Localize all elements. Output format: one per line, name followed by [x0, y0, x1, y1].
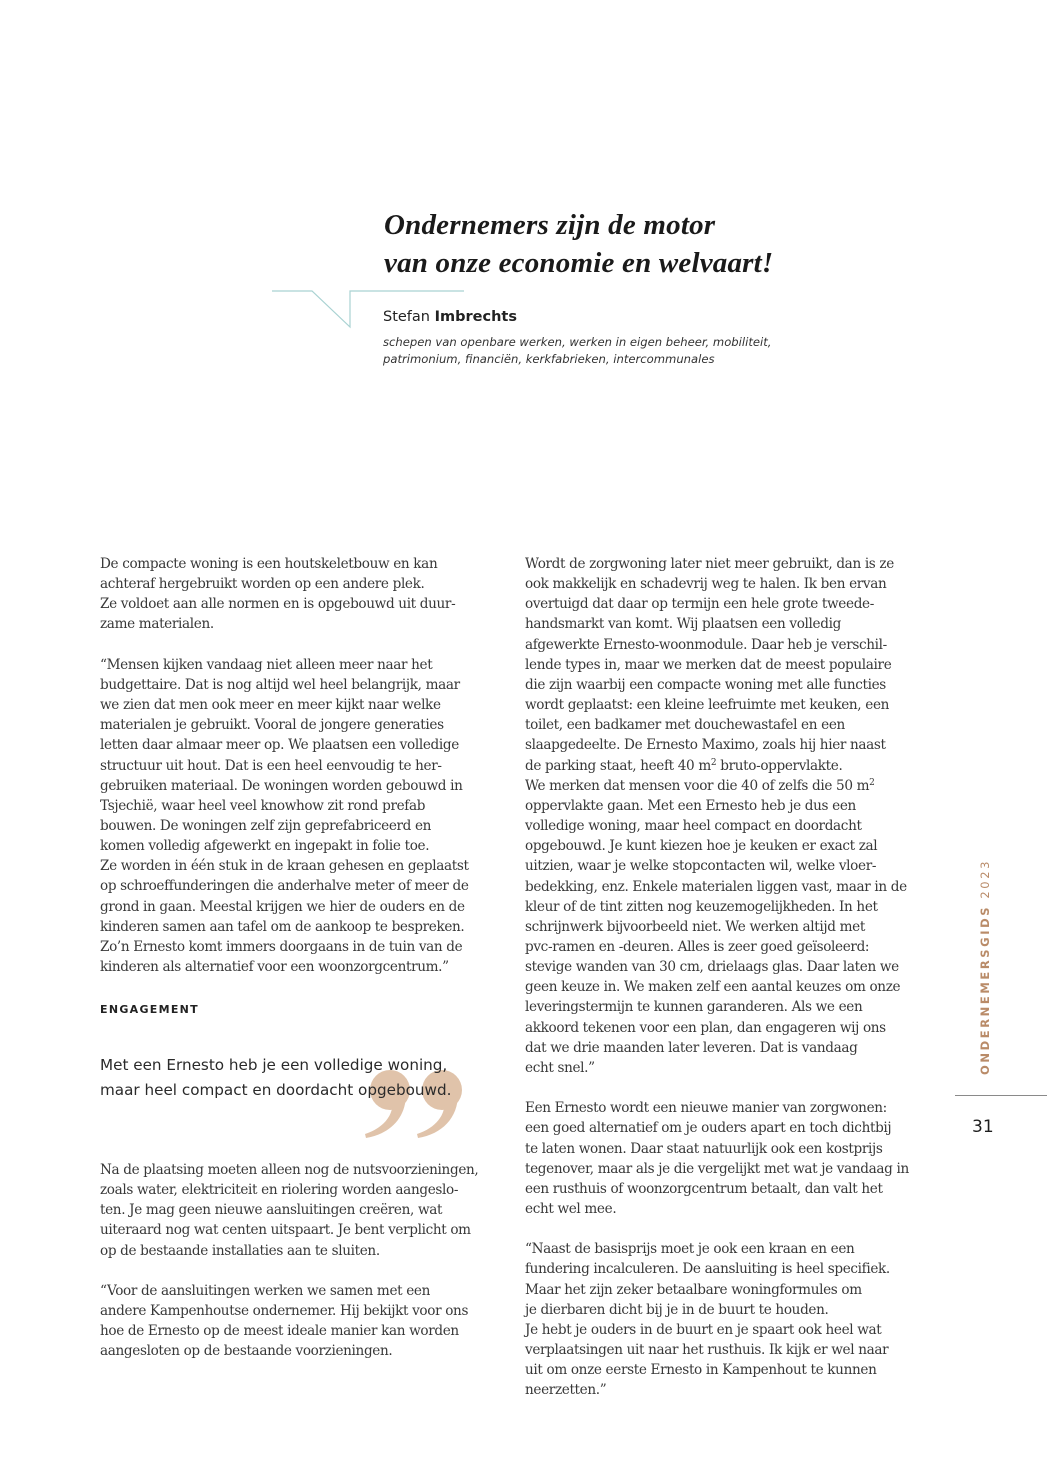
text-line: bedekking, enz. Enkele materialen liggen vast, maar in de	[525, 878, 907, 895]
text-line: echt wel mee.	[525, 1200, 617, 1217]
text-line: wordt geplaatst: een kleine leefruimte met keuken, een	[525, 697, 890, 714]
text-line: akkoord tekenen voor een plan, dan engageren wij ons	[525, 1019, 886, 1036]
pull-quote-line: maar heel compact en doordacht opgebouwd.	[100, 1080, 452, 1099]
pull-quote	[100, 1053, 520, 1102]
text-line: gebruiken materiaal. De woningen worden gebouwd in	[100, 777, 463, 794]
paragraph	[100, 655, 520, 978]
text-line: structuur uit hout. Dat is een heel eenvoudig te her-	[100, 757, 442, 774]
text-line: Je hebt je ouders in de buurt en je spaart ook heel wat	[525, 1321, 882, 1338]
text-line: uitzien, waar je welke stopcontacten wil, welke vloer-	[525, 858, 877, 875]
role-line: patrimonium, financiën, kerkfabrieken, intercommunales	[383, 352, 715, 366]
text-line: aangesloten op de bestaande voorzieningen.	[100, 1343, 393, 1360]
text-line: komen volledig afgewerkt en ingepakt in folie toe.	[100, 838, 430, 855]
text-line: Tsjechië, waar heel veel knowhow zit rond prefab	[100, 797, 426, 814]
left-column	[100, 554, 520, 997]
text-line: zame materialen.	[100, 616, 214, 633]
paragraph	[100, 1281, 520, 1362]
text-fragment: de parking staat, heeft 40 m	[525, 757, 711, 774]
superscript: 2	[869, 777, 875, 788]
text-line: verplaatsingen uit naar het rusthuis. Ik kijk er wel naar	[525, 1342, 889, 1359]
text-line: achteraf hergebruikt worden op een andere plek.	[100, 576, 425, 593]
author-last-name: Imbrechts	[434, 309, 517, 325]
text-line: oppervlakte gaan. Met een Ernesto heb je dus een	[525, 797, 856, 814]
author-role	[383, 334, 843, 368]
text-line: volledige woning, maar heel compact en doordacht	[525, 818, 862, 835]
text-line: uiteraard nog wat centen uitspaart. Je bent verplicht om	[100, 1222, 471, 1239]
text-line: Een Ernesto wordt een nieuwe manier van zorgwonen:	[525, 1100, 887, 1117]
author-first-name: Stefan	[383, 309, 430, 325]
text-line: schrijnwerk bijvoorbeeld niet. We werken altijd met	[525, 918, 865, 935]
text-line: toilet, een badkamer met douchewastafel en een	[525, 717, 845, 734]
text-line: “Voor de aansluitingen werken we samen met een	[100, 1282, 431, 1299]
text-line: we zien dat men ook meer en meer kijkt naar welke	[100, 697, 441, 714]
text-line: stevige wanden van 30 cm, drielaags glas. Daar laten we	[525, 959, 899, 976]
publication-label	[978, 859, 992, 1075]
left-column-continued	[100, 1160, 520, 1382]
text-line: dat we drie maanden later leveren. Dat is vandaag	[525, 1039, 858, 1056]
text-line: tegenover, maar als je die vergelijkt met wat je vandaag in	[525, 1160, 909, 1177]
text-line: fundering incalculeren. De aansluiting is heel specifiek.	[525, 1261, 890, 1278]
text-line: kinderen als alternatief voor een woonzorgcentrum.”	[100, 959, 449, 976]
text-line: uit om onze eerste Ernesto in Kampenhout te kunnen	[525, 1362, 877, 1379]
text-line	[525, 756, 945, 776]
paragraph	[525, 554, 945, 1078]
section-subheading: ENGAGEMENT	[100, 1003, 199, 1016]
text-line: neerzetten.”	[525, 1382, 607, 1399]
text-line: letten daar almaar meer op. We plaatsen een volledige	[100, 737, 459, 754]
text-line: te laten wonen. Daar staat natuurlijk ook een kostprijs	[525, 1140, 883, 1157]
page-number: 31	[972, 1117, 994, 1137]
text-line: afgewerkte Ernesto-woonmodule. Daar heb je verschil-	[525, 636, 887, 653]
text-line: kleur of de tint zitten nog keuzemogelijkheden. In het	[525, 898, 878, 915]
text-line: opgebouwd. Je kunt kiezen hoe je keuken er exact zal	[525, 838, 878, 855]
superscript: 2	[710, 757, 717, 768]
text-line	[525, 776, 945, 796]
paragraph	[100, 1160, 520, 1261]
text-line: “Naast de basisprijs moet je ook een kraan en een	[525, 1241, 855, 1258]
text-line: bouwen. De woningen zelf zijn geprefabriceerd en	[100, 818, 432, 835]
text-line: ten. Je mag geen nieuwe aansluitingen creëren, wat	[100, 1202, 443, 1219]
text-line: een goed alternatief om je ouders apart en toch dichtbij	[525, 1120, 892, 1137]
text-line: andere Kampenhoutse ondernemer. Hij bekijkt voor ons	[100, 1303, 469, 1320]
text-line: budgettaire. Dat is nog altijd wel heel belangrijk, maar	[100, 676, 460, 693]
text-line: op de bestaande installaties aan te sluiten.	[100, 1242, 380, 1259]
text-line: hoe de Ernesto op de meest ideale manier kan worden	[100, 1323, 459, 1340]
text-line: De compacte woning is een houtskeletbouw en kan	[100, 556, 438, 572]
publication-name: ONDERNEMERSGIDS	[978, 904, 992, 1075]
text-line: slaapgedeelte. De Ernesto Maximo, zoals hij hier naast	[525, 737, 886, 754]
text-line: die zijn waarbij een compacte woning met alle functies	[525, 676, 886, 693]
text-fragment: bruto-oppervlakte.	[716, 757, 843, 774]
text-line: “Mensen kijken vandaag niet alleen meer naar het	[100, 656, 433, 673]
text-line: echt snel.”	[525, 1059, 595, 1076]
paragraph	[100, 554, 520, 635]
text-line: Na de plaatsing moeten alleen nog de nutsvoorzieningen,	[100, 1162, 479, 1178]
text-line: pvc-ramen en -deuren. Alles is zeer goed geïsoleerd:	[525, 938, 870, 955]
text-line: handsmarkt van komt. Wij plaatsen een volledig	[525, 616, 841, 633]
author-name	[383, 309, 517, 325]
publication-year: 2023	[978, 858, 992, 899]
text-line: Ze worden in één stuk in de kraan gehesen en geplaatst	[100, 858, 469, 875]
role-line: schepen van openbare werken, werken in eigen beheer, mobiliteit,	[383, 335, 772, 349]
text-line: Ze voldoet aan alle normen en is opgebouwd uit duur-	[100, 596, 456, 613]
text-line: Wordt de zorgwoning later niet meer gebruikt, dan is ze	[525, 556, 894, 572]
article-title	[384, 206, 944, 282]
text-line: je dierbaren dicht bij je in de buurt te houden.	[525, 1301, 829, 1318]
text-line: Zo’n Ernesto komt immers doorgaans in de tuin van de	[100, 938, 463, 955]
right-column	[525, 554, 945, 1421]
text-line: overtuigd dat daar op termijn een hele grote tweede-	[525, 596, 874, 613]
text-line: lende types in, maar we merken dat de meest populaire	[525, 656, 892, 673]
sidebar-divider	[955, 1095, 1047, 1096]
text-line: kinderen samen aan tafel om de aankoop te bespreken.	[100, 918, 465, 935]
pull-quote-line: Met een Ernesto heb je een volledige woning,	[100, 1056, 448, 1074]
text-line: grond in gaan. Meestal krijgen we hier de ouders en de	[100, 898, 465, 915]
text-line: zoals water, elektriciteit en riolering worden aangeslo-	[100, 1182, 459, 1199]
title-line: van onze economie en welvaart!	[384, 247, 774, 279]
text-fragment: We merken dat mensen voor die 40 of zelfs die 50 m	[525, 777, 870, 794]
paragraph	[525, 1239, 945, 1400]
text-line: een rusthuis of woonzorgcentrum betaalt, dan valt het	[525, 1180, 883, 1197]
title-line: Ondernemers zijn de motor	[384, 209, 716, 241]
text-line: leveringstermijn te kunnen garanderen. Als we een	[525, 999, 863, 1016]
text-line: geen keuze in. We maken zelf een aantal keuzes om onze	[525, 979, 901, 996]
text-line: ook makkelijk en schadevrij weg te halen. Ik ben ervan	[525, 576, 887, 593]
text-line: Maar het zijn zeker betaalbare woningformules om	[525, 1281, 862, 1298]
paragraph	[525, 1098, 945, 1219]
text-line: op schroeffunderingen die anderhalve meter of meer de	[100, 878, 469, 895]
text-line: materialen je gebruikt. Vooral de jongere generaties	[100, 717, 444, 734]
